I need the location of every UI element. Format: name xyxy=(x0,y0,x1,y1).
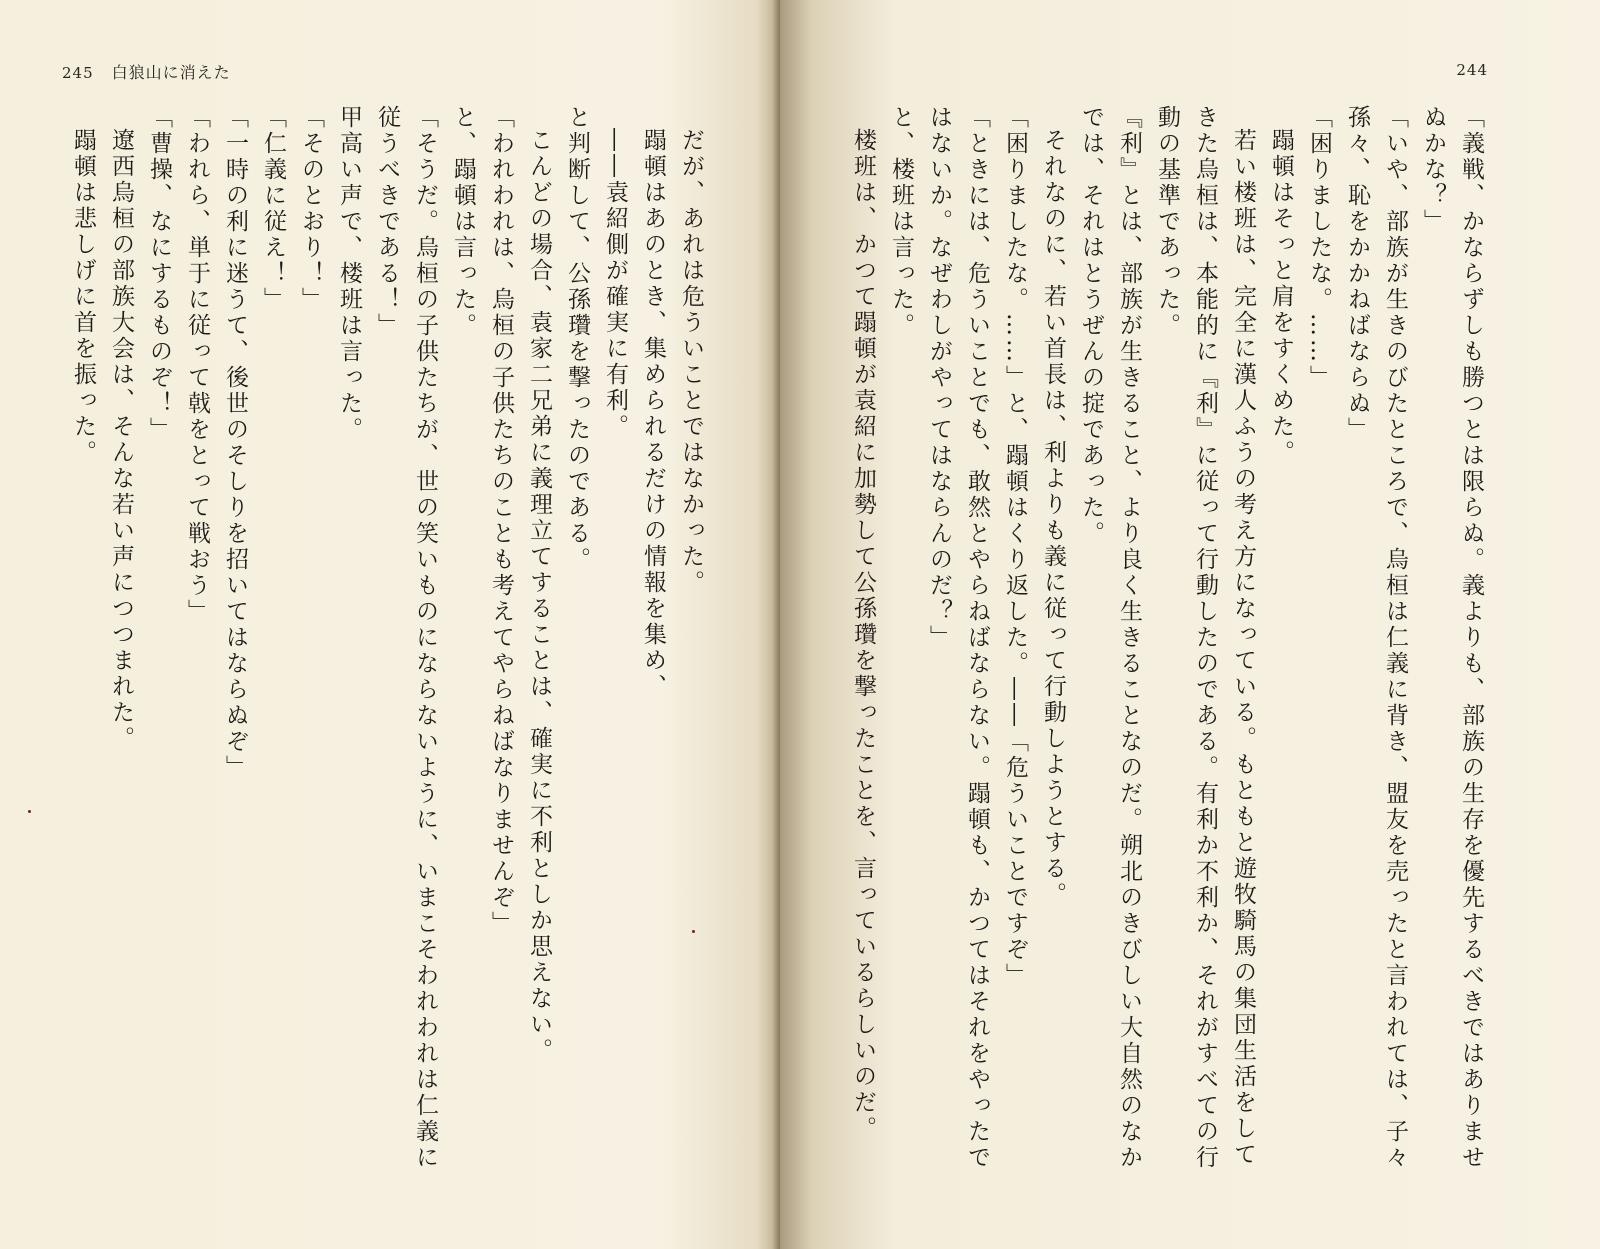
running-title: 白狼山に消えた xyxy=(111,63,231,82)
text-line: 蹋頓は悲しげに首を振った。 xyxy=(70,128,96,466)
right-page-number: 244 xyxy=(1456,61,1488,79)
ink-spot xyxy=(692,930,695,933)
text-line: 「困りましたな。……」と、蹋頓はくり返した。――「危ういことですぞ」 xyxy=(1002,105,1028,989)
left-page-number: 245 xyxy=(62,64,94,82)
text-line: それなのに、若い首長は、利よりも義に従って行動しようとする。 xyxy=(1040,128,1066,908)
text-line: 「義戦、かならずしも勝つとは限らぬ。義よりも、部族の生存を優先するべきではありませぬかな？」 xyxy=(1420,105,1484,1171)
text-line: 楼班は、かつて蹋頓が袁紹に加勢して公孫瓚を撃ったことを、言っているらしいのだ。 xyxy=(850,128,876,1142)
text-line: だが、あれは危ういことではなかった。 xyxy=(678,128,704,596)
ink-spot xyxy=(28,810,31,813)
text-line: 「困りましたな。……」 xyxy=(1306,105,1332,391)
text-line: と判断して、公孫瓚を撃ったのである。 xyxy=(564,105,590,573)
text-line: 遼西烏桓の部族大会は、そんな若い声につつまれた。 xyxy=(108,128,134,752)
text-line: 蹋頓はそっと肩をすくめた。 xyxy=(1268,128,1294,466)
text-line: と、蹋頓は言った。 xyxy=(450,105,476,339)
text-line: こんどの場合、袁家二兄弟に義理立てすることは、確実に不利としか思えない。 xyxy=(526,128,552,1064)
text-line: 「そうだ。烏桓の子供たちが、世の笑いものにならないように、いまこそわれわれは仁義に従うべきである！」 xyxy=(374,105,438,1171)
text-line: 甲高い声で、楼班は言った。 xyxy=(336,105,362,443)
text-line: ――袁紹側が確実に有利。 xyxy=(602,128,628,440)
text-line: 「われわれは、烏桓の子供たちのことも考えてやらねばなりませんぞ」 xyxy=(488,105,514,937)
left-page-header xyxy=(62,60,231,83)
text-line: 「ときには、危ういことでも、敢然とやらねばならない。蹋頓も、かつてはそれをやったではないか。なぜわしがやってはならんのだ？」 xyxy=(926,105,990,1171)
text-line: 「曹操、なにするものぞ！」 xyxy=(146,105,172,443)
text-line: 蹋頓はあのとき、集められるだけの情報を集め、 xyxy=(640,128,666,700)
text-line: 「そのとおり！」 xyxy=(298,105,324,313)
text-line: 「一時の利に迷うて、後世のそしりを招いてはならぬぞ」 xyxy=(222,105,248,781)
left-page xyxy=(0,0,780,1249)
right-page-header xyxy=(1456,60,1488,79)
text-line: と、楼班は言った。 xyxy=(888,105,914,339)
text-line: 若い楼班は、完全に漢人ふうの考え方になっている。もともと遊牧騎馬の集団生活をしてきた烏桓は、本能的に『利』に従って行動したのである。有利か不利か、それがすべての行動の基準であった。 xyxy=(1154,105,1256,1171)
text-line: 「仁義に従え！」 xyxy=(260,105,286,313)
right-page xyxy=(780,0,1600,1249)
left-page-body xyxy=(64,105,710,1185)
text-line: 『利』とは、部族が生きること、より良く生きることなのだ。朔北のきびしい大自然のなかでは、それはとうぜんの掟であった。 xyxy=(1078,105,1142,1171)
text-line: 「いや、部族が生きのびたところで、烏桓は仁義に背き、盟友を売ったと言われては、子々孫々、恥をかかねばならぬ」 xyxy=(1344,105,1408,1171)
text-line: 「われら、単于に従って戟をとって戦おう」 xyxy=(184,105,210,625)
right-page-body xyxy=(844,105,1490,1185)
